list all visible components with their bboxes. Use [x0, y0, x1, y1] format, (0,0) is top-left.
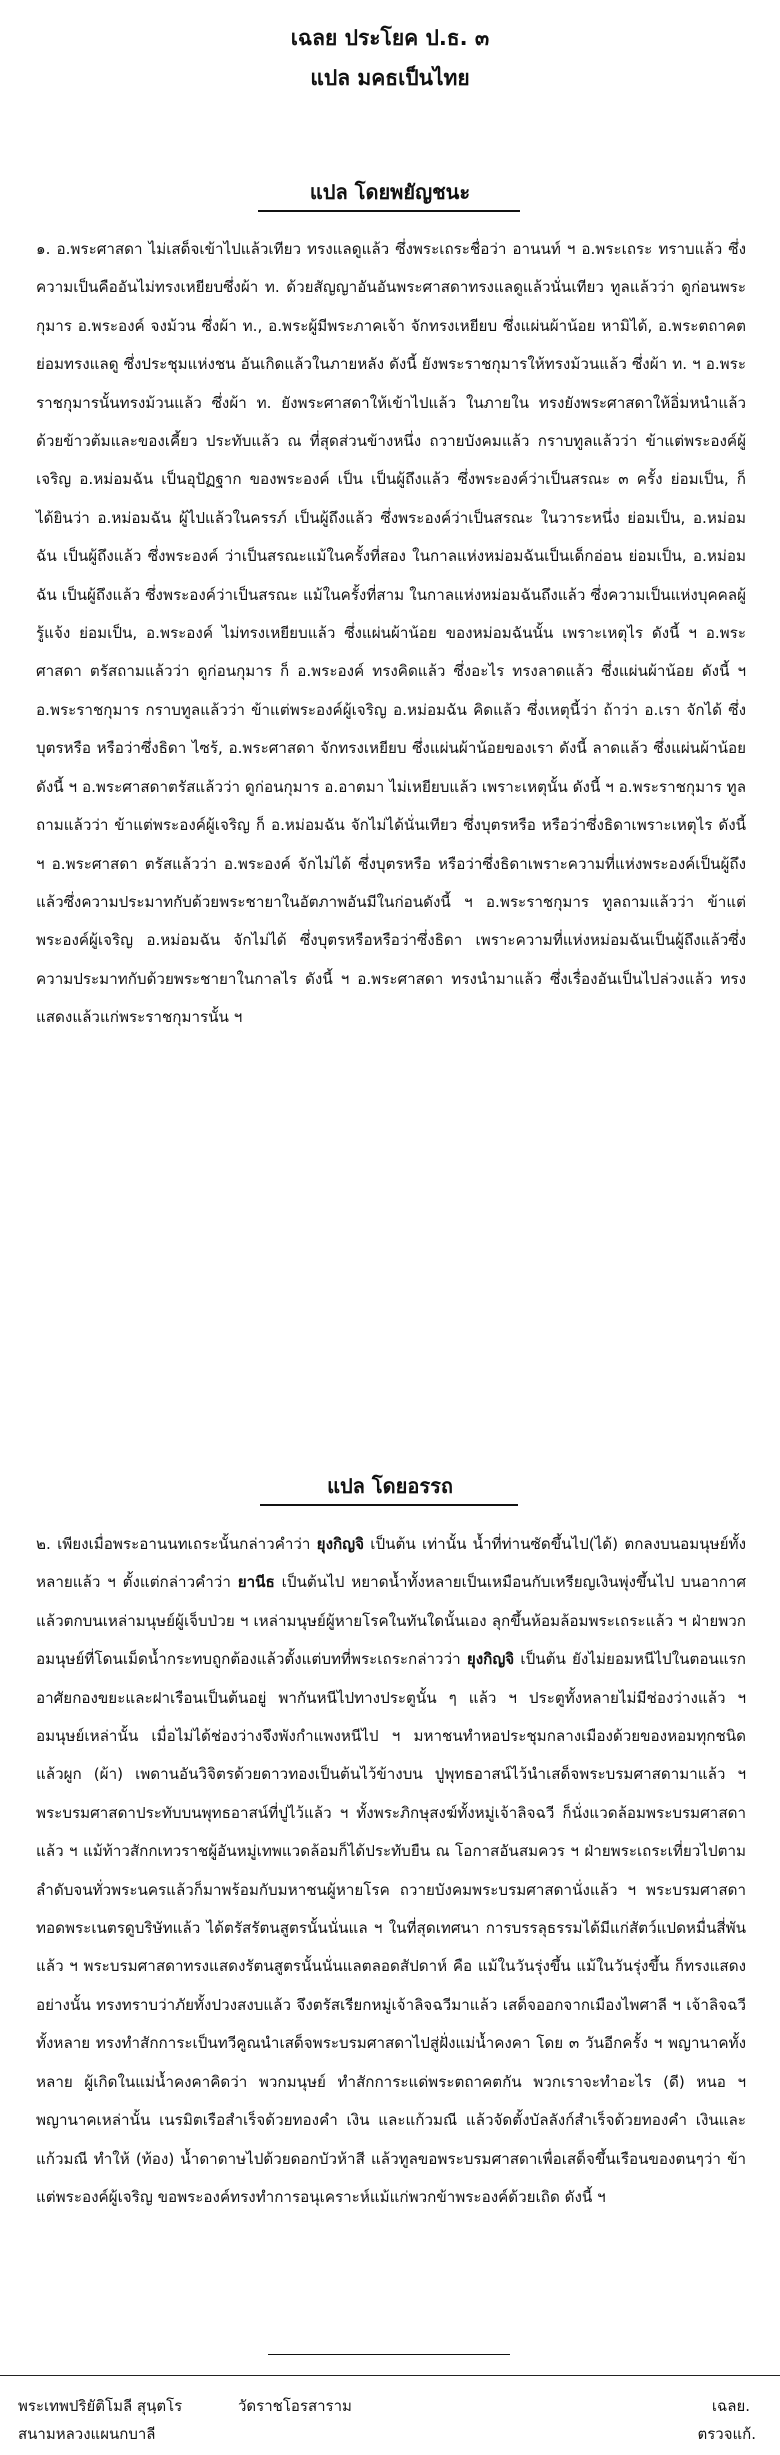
footer-office: สนามหลวงแผนกบาลี — [18, 2425, 156, 2443]
section-heading-meaning-text: แปล โดยอรรถ — [327, 1474, 453, 1498]
paragraph-text: เป็นต้น เท่านั้น น้ำที่ท่านซัดขึ้นไป(ได้) ตกลงบนอมนุษย์ทั้งหลายแล้ว ฯ ตั้งแต่กล่าวคำว่า — [36, 1535, 746, 1592]
section-heading-meaning — [0, 1470, 780, 1502]
section-heading-underline — [258, 210, 520, 212]
pali-keyword: ยุงกิญจิ — [466, 1650, 515, 1669]
paragraph-text: ๒. เพียงเมื่อพระอานนทเถระนั้นกล่าวคำว่า — [36, 1535, 317, 1553]
footer-checked-label: ตรวจแก้. — [697, 2425, 756, 2443]
page-subtitle: แปล มคธเป็นไทย — [310, 66, 470, 90]
section-heading-literal — [0, 176, 780, 208]
pali-keyword: ยุงกิญจิ — [316, 1535, 365, 1553]
paragraph-text: เป็นต้น ยังไม่ยอมหนีไปในตอนแรก อาศัยกองขยะและฝาเรือนเป็นต้นอยู่ พากันหนีไปทางประตูนั้น ๆ แล้ว ฯ ประตูทั้งหลายไม่มีช่องว่างแล้ว ฯ อมนุษย์เหล่านั้น เมื่อไม่ได้ช่องว่างจึงพังกำแพงหนีไป ฯ มหาชนทำหอประชุมกลางเมืองด้วยของหอมทุกชนิดแล้วผูก (ผ้า) เพดานอันวิจิตรด้วยดาวทองเป็นต้นไว้ข้างบน ปูพุทธอาสน์ไว้นำเสด็จพระบรมศาสดามาแล้ว ฯ พระบรมศาสดาประทับบนพุทธอาสน์ที่ปูไว้แล้ว ฯ ทั้งพระภิกษุสงฆ์ทั้งหมู่เจ้าลิจฉวี ก็นั่งแวดล้อมพระบรมศาสดาแล้ว ฯ แม้ท้าวสักกเทวราชผู้อันหมู่เทพแวดล้อมก็ได้ประทับยืน ณ โอกาสอันสมควร ฯ ฝ่ายพระเถระเที่ยวไปตามลำดับจนทั่วพระนครแล้วก็มาพร้อมกับมหาชนผู้หายโรค ถวายบังคมพระบรมศาสดานั่งแล้ว ฯ พระบรมศาสดาทอดพระเนตรดูบริษัทแล้ว ได้ตรัสรัตนสูตรนั้นนั่นแล ฯ ในที่สุดเทศนา การบรรลุธรรมได้มีแก่สัตว์แปดหมื่นสี่พันแล้ว ฯ พระบรมศาสดาทรงแสดงรัตนสูตรนั้นนั่นแลตลอดสัปดาห์ คือ แม้ในวันรุ่งขึ้น แม้ในวันรุ่งขึ้น ก็ทรงแสดงอย่างนั้น ทรงทราบว่าภัยทั้งปวงสงบแล้ว จึงตรัสเรียกหมู่เจ้าลิจฉวีมาแล้ว เสด็จออกจากเมืองไพศาลี ฯ เจ้าลิจฉวีทั้งหลาย ทรงทำสักการะเป็นทวีคูณนำเสด็จพระบรมศาสดาไปสู่ฝั่งแม่น้ำคงคา โดย ๓ วันอีกครั้ง ฯ พญานาคทั้งหลาย ผู้เกิดในแม่น้ำคงคาคิดว่า พวกมนุษย์ ทำสักการะแด่พระตถาคตกัน พวกเราจะทำอะไร (ดี) หนอ ฯ พญานาคเหล่านั้น เนรมิตเรือสำเร็จด้วยทองคำ เงิน และแก้วมณี แล้วจัดตั้งบัลลังก์สำเร็จด้วยทองคำ เงินและแก้วมณี ทำให้ (ท้อง) น้ำดาดาษไปด้วยดอกบัวห้าสี แล้วทูลขอพระบรมศาสดาเพื่อเสด็จขึ้นเรือนของตนๆว่า ข้าแต่พระองค์ผู้เจริญ ขอพระองค์ทรงทำการอนุเคราะห์แม้แก่พวกข้าพระองค์ด้วยเถิด ดังนี้ ฯ — [36, 1650, 746, 2206]
meaning-translation-paragraph — [36, 1525, 746, 2339]
pali-keyword: ยานีธ — [237, 1573, 275, 1592]
page-title: เฉลย ประโยค ป.ธ. ๓ — [290, 26, 490, 50]
section-heading-underline — [260, 1504, 518, 1506]
footer-temple: วัดราชโอรสาราม — [238, 2397, 352, 2415]
footer-divider — [0, 2375, 780, 2376]
section-heading-literal-text: แปล โดยพยัญชนะ — [309, 180, 471, 204]
literal-translation-paragraph: ๑. อ.พระศาสดา ไม่เสด็จเข้าไปแล้วเทียว ทรงแลดูแล้ว ซึ่งพระเถระชื่อว่า อานนท์ ฯ อ.พระเถระ ทราบแล้ว ซึ่งความเป็นคืออันไม่ทรงเหยียบซึ่งผ้า ท. ด้วยสัญญาอันอันพระศาสดาทรงแลดูแล้วนั่นเทียว ทูลแล้วว่า ดูก่อนพระกุมาร อ.พระองค์ จงม้วน ซึ่งผ้า ท., อ.พระผู้มีพระภาคเจ้า จักทรงเหยียบ ซึ่งแผ่นผ้าน้อย หามิได้, อ.พระตถาคตย่อมทรงแลดู ซึ่งประชุมแห่งชน อันเกิดแล้วในภายหลัง ดังนี้ ยังพระราชกุมารให้ทรงม้วนแล้ว ซึ่งผ้า ท. ฯ อ.พระราชกุมารนั้นทรงม้วนแล้ว ซึ่งผ้า ท. ยังพระศาสดาให้เข้าไปแล้ว ในภายใน ทรงยังพระศาสดาให้อิ่มหนำแล้วด้วยข้าวต้มและของเคี้ยว ประทับแล้ว ณ ที่สุดส่วนข้างหนึ่ง ถวายบังคมแล้ว กราบทูลแล้วว่า ข้าแต่พระองค์ผู้เจริญ อ.หม่อมฉัน เป็นอุปัฏฐาก ของพระองค์ เป็น เป็นผู้ถึงแล้ว ซึ่งพระองค์ว่าเป็นสรณะ ๓ ครั้ง ย่อมเป็น, ก็ ได้ยินว่า อ.หม่อมฉัน ผู้ไปแล้วในครรภ์ เป็นผู้ถึงแล้ว ซึ่งพระองค์ว่าเป็นสรณะ ในวาระหนึ่ง ย่อมเป็น, อ.หม่อมฉัน เป็นผู้ถึงแล้ว ซึ่งพระองค์ ว่าเป็นสรณะแม้ในครั้งที่สอง ในกาลแห่งหม่อมฉันเป็นเด็กอ่อน ย่อมเป็น, อ.หม่อมฉัน เป็นผู้ถึงแล้ว ซึ่งพระองค์ว่าเป็นสรณะ แม้ในครั้งที่สาม ในกาลแห่งหม่อมฉันถึงแล้ว ซึ่งความเป็นแห่งบุคคลผู้รู้แจ้ง ย่อมเป็น, อ.พระองค์ ไม่ทรงเหยียบแล้ว ซึ่งแผ่นผ้าน้อย ของหม่อมฉันนั้น เพราะเหตุไร ดังนี้ ฯ อ.พระศาสดา ตรัสถามแล้วว่า ดูก่อนกุมาร ก็ อ.พระองค์ ทรงคิดแล้ว ซึ่งอะไร ทรงลาดแล้ว ซึ่งแผ่นผ้าน้อย ดังนี้ ฯ อ.พระราชกุมาร กราบทูลแล้วว่า ข้าแต่พระองค์ผู้เจริญ อ.หม่อมฉัน คิดแล้ว ซึ่งเหตุนี้ว่า ถ้าว่า อ.เรา จักได้ ซึ่งบุตรหรือ หรือว่าซึ่งธิดา ไซร้, อ.พระศาสดา จักทรงเหยียบ ซึ่งแผ่นผ้าน้อยของเรา ดังนี้ ลาดแล้ว ซึ่งแผ่นผ้าน้อย ดังนี้ ฯ อ.พระศาสดาตรัสแล้วว่า ดูก่อนกุมาร อ.อาตมา ไม่เหยียบแล้ว เพราะเหตุนั้น ดังนี้ ฯ อ.พระราชกุมาร ทูลถามแล้วว่า ข้าแต่พระองค์ผู้เจริญ ก็ อ.หม่อมฉัน จักไม่ได้นั่นเทียว ซึ่งบุตรหรือ หรือว่าซึ่งธิดาเพราะเหตุไร ดังนี้ ฯ อ.พระศาสดา ตรัสแล้วว่า อ.พระองค์ จักไม่ได้ ซึ่งบุตรหรือ หรือว่าซึ่งธิดาเพราะความที่แห่งพระองค์เป็นผู้ถึงแล้วซึ่งความประมาทกับด้วยพระชายาในอัตภาพอันมีในก่อนดังนี้ ฯ อ.พระราชกุมาร ทูลถามแล้วว่า ข้าแต่พระองค์ผู้เจริญ อ.หม่อมฉัน จักไม่ได้ ซึ่งบุตรหรือหรือว่าซึ่งธิดา เพราะความที่แห่งหม่อมฉันเป็นผู้ถึงแล้วซึ่งความประมาทกับด้วยพระชายาในกาลไร ดังนี้ ฯ อ.พระศาสดา ทรงนำมาแล้ว ซึ่งเรื่องอันเป็นไปล่วงแล้ว ทรงแสดงแล้วแก่พระราชกุมารนั้น ฯ — [36, 240, 746, 1027]
paragraph-text: เป็นต้นไป หยาดน้ำทั้งหลายเป็นเหมือนกับเหรียญเงินพุ่งขึ้นไป บนอากาศแล้วตกบนเหล่ามนุษย์ผู้เจ็บป่วย ฯ เหล่ามนุษย์ผู้หายโรคในทันใดนั้นเอง ลุกขึ้นห้อมล้อมพระเถระแล้ว ฯ ฝ่ายพวกอมนุษย์ที่โดนเม็ดน้ำกระทบถูกต้องแล้วตั้งแต่บทที่พระเถระกล่าวว่า — [36, 1573, 746, 1669]
footer-author-name: พระเทพปริยัติโมลี สุนฺตโร — [18, 2397, 183, 2415]
footer-answered-label: เฉลย. — [711, 2397, 750, 2415]
end-divider — [268, 2354, 510, 2355]
